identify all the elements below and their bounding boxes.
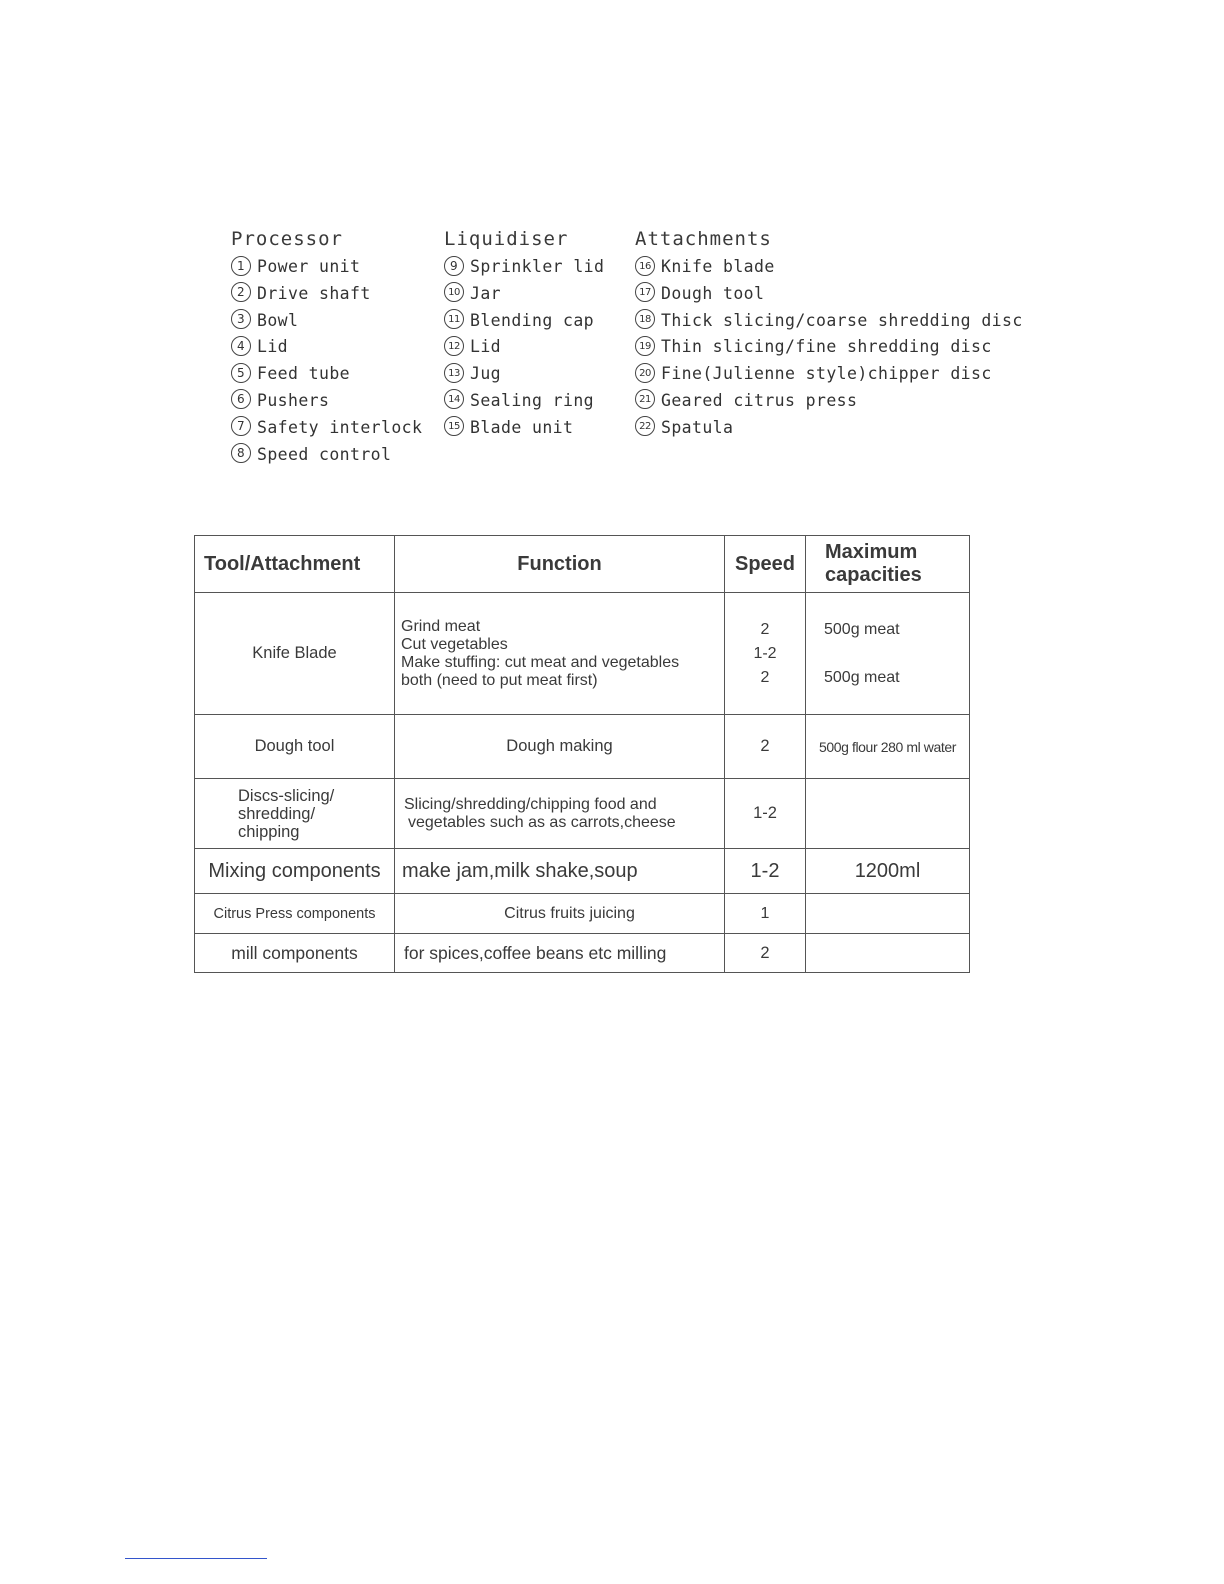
- cell-function: for spices,coffee beans etc milling: [395, 934, 725, 973]
- part-item: [635, 281, 1023, 308]
- cell-speed: 1: [725, 894, 806, 934]
- part-number-badge: 18: [635, 309, 655, 329]
- attachments-title: Attachments: [635, 228, 772, 250]
- part-item: [444, 415, 604, 442]
- part-label: Lid: [470, 337, 502, 357]
- cell-function: [395, 779, 725, 849]
- part-number-badge: 17: [635, 282, 655, 302]
- part-label: Lid: [257, 337, 289, 357]
- part-label: Power unit: [257, 257, 361, 276]
- cell-capacity: [806, 779, 970, 849]
- cell-function: make jam,milk shake,soup: [395, 849, 725, 894]
- part-number-badge: 21: [635, 389, 655, 409]
- table-header-row: [195, 536, 970, 593]
- part-number-badge: 20: [635, 363, 655, 383]
- tool-function-table: [194, 535, 970, 973]
- cell-capacity: [806, 894, 970, 934]
- part-number-badge: 14: [444, 389, 464, 409]
- table-row: [195, 779, 970, 849]
- footnote-rule: [125, 1558, 267, 1559]
- part-item: [635, 334, 1023, 361]
- part-label: Dough tool: [661, 283, 765, 303]
- part-number-badge: 9: [444, 256, 464, 276]
- part-item: [444, 334, 604, 361]
- part-number-badge: 8: [231, 443, 251, 463]
- cell-capacity: [806, 593, 970, 715]
- cell-speed: 2: [725, 715, 806, 779]
- header-speed: Speed: [725, 536, 806, 593]
- table-row: [195, 894, 970, 934]
- table-row: [195, 934, 970, 973]
- part-number-badge: 12: [444, 336, 464, 356]
- part-item: [231, 281, 422, 308]
- part-item: [231, 254, 422, 281]
- part-item: [444, 254, 604, 281]
- part-label: Safety interlock: [257, 417, 423, 437]
- part-item: [231, 442, 422, 469]
- tool-line: shredding/: [238, 804, 316, 823]
- part-item: [635, 415, 1023, 442]
- attachments-column: [635, 224, 1023, 442]
- part-label: Drive shaft: [257, 283, 371, 303]
- speed-line: 1-2: [753, 644, 777, 662]
- part-label: Sprinkler lid: [470, 257, 605, 276]
- part-number-badge: 15: [444, 416, 464, 436]
- part-number-badge: 1: [231, 256, 251, 276]
- part-item: [444, 281, 604, 308]
- header-capacity: [806, 536, 970, 593]
- part-label: Knife blade: [661, 257, 775, 276]
- part-item: [231, 388, 422, 415]
- part-label: Thick slicing/coarse shredding disc: [661, 310, 1023, 330]
- part-item: [231, 415, 422, 442]
- cell-tool: Citrus Press components: [195, 894, 395, 934]
- part-number-badge: 10: [444, 282, 464, 302]
- part-item: [635, 254, 1023, 281]
- part-item: [635, 308, 1023, 335]
- cell-tool: Knife Blade: [195, 593, 395, 715]
- capacity-line: 500g meat: [824, 668, 900, 686]
- part-item: [231, 334, 422, 361]
- part-item: [635, 361, 1023, 388]
- processor-title: Processor: [231, 228, 343, 250]
- liquidiser-title: Liquidiser: [444, 228, 569, 250]
- processor-column: [231, 224, 422, 468]
- tool-line: chipping: [238, 822, 300, 841]
- header-capacity-line: capacities: [825, 564, 922, 586]
- header-function: Function: [395, 536, 725, 593]
- cell-function: [395, 593, 725, 715]
- function-line: vegetables such as as carrots,cheese: [408, 813, 676, 831]
- cell-tool: Dough tool: [195, 715, 395, 779]
- part-label: Speed control: [257, 444, 392, 464]
- part-label: Geared citrus press: [661, 390, 858, 410]
- cell-tool: Mixing components: [195, 849, 395, 894]
- function-line: Grind meat: [401, 617, 481, 635]
- cell-function: Dough making: [395, 715, 725, 779]
- header-capacity-line: Maximum: [825, 541, 918, 563]
- cell-tool: mill components: [195, 934, 395, 973]
- part-label: Blade unit: [470, 417, 574, 437]
- header-tool: Tool/Attachment: [195, 536, 395, 593]
- cell-speed: [725, 593, 806, 715]
- part-label: Jar: [470, 283, 502, 303]
- cell-capacity: 500g flour 280 ml water: [806, 715, 970, 779]
- table-row: [195, 849, 970, 894]
- part-item: [635, 388, 1023, 415]
- function-line: Make stuffing: cut meat and vegetables: [401, 653, 680, 671]
- function-line: both (need to put meat first): [401, 671, 598, 689]
- part-number-badge: 7: [231, 416, 251, 436]
- part-number-badge: 16: [635, 256, 655, 276]
- cell-speed: 2: [725, 934, 806, 973]
- cell-speed: 1-2: [725, 779, 806, 849]
- part-number-badge: 6: [231, 389, 251, 409]
- capacity-line: 500g meat: [824, 620, 900, 638]
- part-label: Fine(Julienne style)chipper disc: [661, 364, 992, 384]
- part-item: [444, 388, 604, 415]
- function-line: Slicing/shredding/chipping food and: [404, 795, 657, 813]
- part-label: Sealing ring: [470, 390, 595, 410]
- part-label: Pushers: [257, 390, 330, 410]
- speed-line: 2: [760, 620, 770, 638]
- cell-capacity: 1200ml: [806, 849, 970, 894]
- speed-line: 2: [760, 668, 770, 686]
- part-item: [231, 361, 422, 388]
- part-item: [444, 361, 604, 388]
- part-number-badge: 19: [635, 336, 655, 356]
- part-number-badge: 11: [444, 309, 464, 329]
- table-row: [195, 715, 970, 779]
- part-item: [444, 308, 604, 335]
- tool-line: Discs-slicing/: [238, 786, 335, 805]
- cell-tool: [195, 779, 395, 849]
- part-number-badge: 3: [231, 309, 251, 329]
- part-number-badge: 22: [635, 416, 655, 436]
- part-number-badge: 13: [444, 363, 464, 383]
- part-label: Feed tube: [257, 364, 351, 384]
- function-line: Cut vegetables: [401, 635, 508, 653]
- part-number-badge: 5: [231, 363, 251, 383]
- part-item: [231, 308, 422, 335]
- part-number-badge: 2: [231, 282, 251, 302]
- part-number-badge: 4: [231, 336, 251, 356]
- cell-capacity: [806, 934, 970, 973]
- part-label: Bowl: [257, 310, 299, 330]
- part-label: Blending cap: [470, 310, 595, 330]
- cell-function: Citrus fruits juicing: [395, 894, 725, 934]
- part-label: Thin slicing/fine shredding disc: [661, 337, 992, 357]
- liquidiser-column: [444, 224, 604, 442]
- cell-speed: 1-2: [725, 849, 806, 894]
- part-label: Jug: [470, 364, 502, 384]
- table-row: [195, 593, 970, 715]
- part-label: Spatula: [661, 417, 734, 437]
